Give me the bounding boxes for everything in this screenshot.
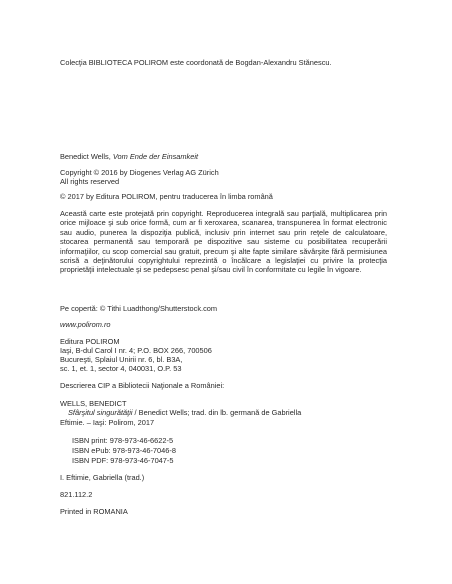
original-title: Vom Ende der Einsamkeit bbox=[112, 152, 199, 161]
cover-credit: Pe copertă: © Tithi Luadthong/Shutterstock.com bbox=[60, 304, 218, 313]
cip-translator: I. Eftimie, Gabriella (trad.) bbox=[60, 473, 145, 482]
cip-author: WELLS, BENEDICT bbox=[60, 399, 127, 408]
cip-classification: 821.112.2 bbox=[60, 490, 93, 499]
original-author: Benedict Wells, bbox=[60, 152, 111, 161]
cip-title: Sfârşitul singurătăţii bbox=[68, 408, 133, 417]
cip-description-line2: Eftimie. – Iaşi: Polirom, 2017 bbox=[60, 418, 155, 427]
cip-description-line1 bbox=[68, 408, 301, 418]
publisher-address-iasi: Iaşi, B-dul Carol I nr. 4; P.O. BOX 266, 700506 bbox=[60, 346, 212, 355]
isbn-pdf: ISBN PDF: 978-973-46-7047-5 bbox=[72, 456, 174, 465]
publisher-address-bucuresti: Bucureşti, Splaiul Unirii nr. 6, bl. B3A, bbox=[60, 355, 183, 364]
copyright-original: Copyright © 2016 by Diogenes Verlag AG Zürich bbox=[60, 168, 219, 177]
isbn-epub: ISBN ePub: 978-973-46-7046-8 bbox=[72, 446, 176, 455]
printed-in: Printed in ROMANIA bbox=[60, 507, 128, 516]
website: www.polirom.ro bbox=[60, 320, 111, 329]
legal-notice: Această carte este protejată prin copyright. Reproducerea integrală sau parţială, multiplicarea prin orice mijloace şi sub orice formă, cum ar fi xeroxarea, scanarea, transpunerea în format electronic sau audio, punerea la dispoziţia publică, inclusiv prin internet sau prin reţele de calculatoare, stocarea permanentă sau temporară pe dispozitive sau sisteme cu posibilitatea recuperării informaţiilor, cu scop comercial sau gratuit, precum şi alte fapte similare săvârşite fără permisiunea scrisă a deţinătorului copyrightului reprezintă o încălcare a legislaţiei cu privire la protecţia proprietăţii intelectuale şi se pedepsesc penal şi/sau civil în conformitate cu legile în vigoare. bbox=[60, 209, 387, 275]
cip-description-rest: / Benedict Wells; trad. din lb. germană de Gabriella bbox=[132, 408, 302, 417]
cip-heading: Descrierea CIP a Bibliotecii Naţionale a României: bbox=[60, 381, 225, 390]
publisher-address-sector: sc. 1, et. 1, sector 4, 040031, O.P. 53 bbox=[60, 364, 182, 373]
copyright-translation: © 2017 by Editura POLIROM, pentru traducerea în limba română bbox=[60, 192, 273, 201]
series-note: Colecţia BIBLIOTECA POLIROM este coordonată de Bogdan-Alexandru Stănescu. bbox=[60, 58, 332, 67]
rights-reserved: All rights reserved bbox=[60, 177, 120, 186]
isbn-print: ISBN print: 978-973-46-6622-5 bbox=[72, 436, 174, 445]
original-title-line bbox=[60, 152, 198, 162]
publisher-name: Editura POLIROM bbox=[60, 337, 120, 346]
